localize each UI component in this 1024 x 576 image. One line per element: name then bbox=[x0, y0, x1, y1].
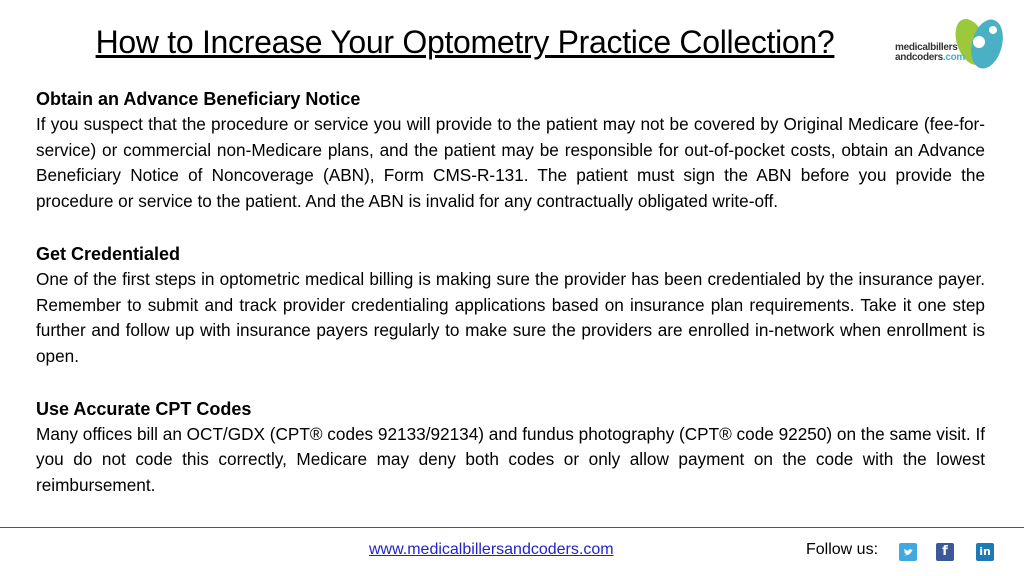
logo-line2-main: andcoders bbox=[895, 52, 943, 63]
logo-wordmark bbox=[895, 43, 985, 63]
company-logo[interactable] bbox=[893, 12, 1013, 72]
section-abn bbox=[36, 86, 985, 215]
facebook-icon[interactable]: f bbox=[936, 543, 954, 561]
follow-us-label: Follow us: bbox=[806, 541, 879, 558]
logo-mark-icon bbox=[949, 12, 1009, 72]
section-cpt-codes bbox=[36, 396, 985, 499]
main-content bbox=[36, 86, 985, 525]
website-link[interactable]: www.medicalbillersandcoders.com bbox=[369, 541, 614, 558]
linkedin-icon[interactable]: in bbox=[976, 543, 994, 561]
section-body: Many offices bill an OCT/GDX (CPT® codes 92133/92134) and fundus photography (CPT® code 92250) on the same visit. If you do not code this correctly, Medicare may deny both codes or only allow payment on the code with the lowest reimbursement. bbox=[36, 423, 985, 496]
logo-line2-accent: .com bbox=[942, 52, 966, 63]
section-heading: Use Accurate CPT Codes bbox=[36, 398, 252, 419]
twitter-icon[interactable] bbox=[899, 543, 917, 561]
section-body: One of the first steps in optometric medical billing is making sure the provider has been credentialed by the insurance payer. Remember to submit and track provider credentialing applications based on insurance plan requirements. Take it one step further and follow up with insurance payers regularly to make sure the providers are enrolled in-network when enrollment is open. bbox=[36, 268, 985, 366]
logo-line1: medicalbillers bbox=[895, 42, 958, 53]
section-heading: Obtain an Advance Beneficiary Notice bbox=[36, 89, 361, 109]
footer-divider bbox=[0, 527, 1024, 528]
section-body: If you suspect that the procedure or service you will provide to the patient may not be covered by Original Medicare (fee-for-service) or commercial non-Medicare plans, and the patient may be responsible for out-of-pocket costs, obtain an Advance Beneficiary Notice of Noncoverage (ABN), Form CMS-R-131. The patient must sign the ABN before you provide the procedure or service to the patient. And the ABN is invalid for any contractually obligated write-off. bbox=[36, 114, 985, 212]
section-credentialed bbox=[36, 241, 985, 370]
logo-line2 bbox=[895, 53, 985, 63]
section-heading: Get Credentialed bbox=[36, 243, 181, 264]
page-title: How to Increase Your Optometry Practice Collection? bbox=[95, 24, 835, 60]
